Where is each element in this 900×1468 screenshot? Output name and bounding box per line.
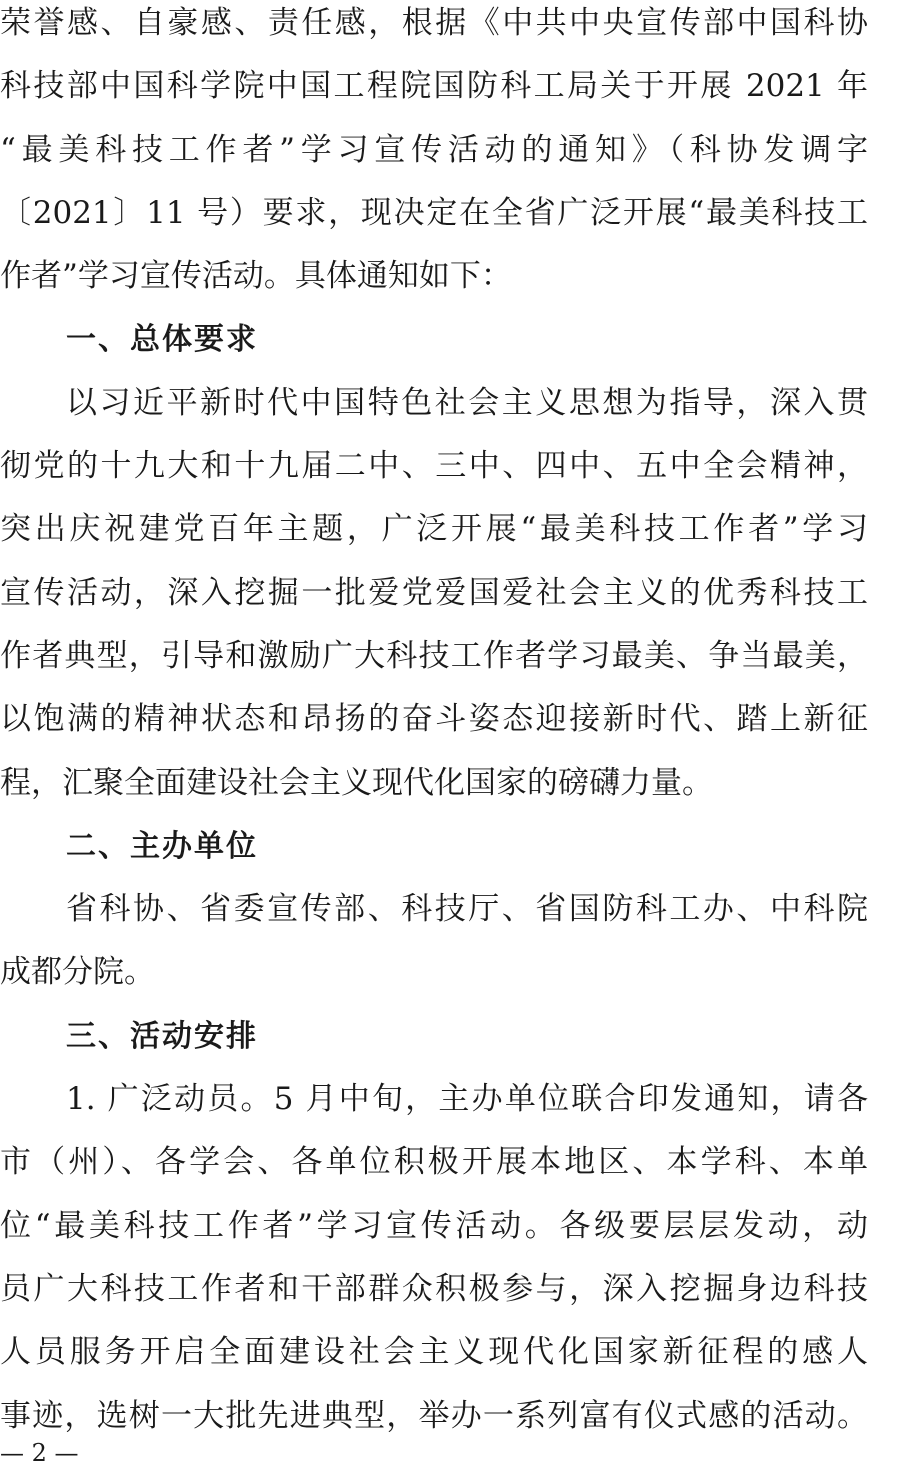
text-line: 科技部中国科学院中国工程院国防科工局关于开展 2021 年 — [0, 68, 868, 105]
text-line: “最美科技工作者”学习宣传活动的通知》（科协发调字 — [0, 131, 868, 168]
text-line: 作者典型，引导和激励广大科技工作者学习最美、争当最美， — [0, 637, 868, 674]
text-line: 程，汇聚全面建设社会主义现代化国家的磅礴力量。 — [0, 764, 713, 801]
page-number: — 2 — — [0, 1439, 79, 1467]
text-line: 位“最美科技工作者”学习宣传活动。各级要层层发动，动 — [0, 1207, 868, 1244]
section-heading: 三、活动安排 — [66, 1018, 258, 1054]
text-line: 荣誉感、自豪感、责任感，根据《中共中央宣传部中国科协 — [0, 5, 868, 41]
text-line: 宣传活动，深入挖掘一批爱党爱国爱社会主义的优秀科技工 — [0, 574, 868, 611]
text-line: 作者”学习宣传活动。具体通知如下： — [0, 258, 512, 295]
text-line: 〔2021〕11 号）要求，现决定在全省广泛开展“最美科技工 — [0, 194, 868, 231]
text-line: 员广大科技工作者和干部群众积极参与，深入挖掘身边科技 — [0, 1270, 868, 1307]
text-line: 成都分院。 — [0, 954, 155, 991]
text-line: 以习近平新时代中国特色社会主义思想为指导，深入贯 — [66, 384, 868, 421]
text-line: 彻党的十九大和十九届二中、三中、四中、五中全会精神， — [0, 448, 868, 485]
text-line: 1. 广泛动员。5 月中旬，主办单位联合印发通知，请各 — [66, 1081, 868, 1118]
text-line: 人员服务开启全面建设社会主义现代化国家新征程的感人 — [0, 1334, 868, 1371]
section-heading: 二、主办单位 — [66, 828, 258, 864]
text-line: 事迹，选树一大批先进典型，举办一系列富有仪式感的活动。 — [0, 1397, 868, 1434]
text-line: 省科协、省委宣传部、科技厅、省国防科工办、中科院 — [66, 891, 868, 928]
section-heading: 一、总体要求 — [66, 322, 258, 358]
text-line: 市（州）、各学会、各单位积极开展本地区、本学科、本单 — [0, 1144, 868, 1181]
text-line: 以饱满的精神状态和昂扬的奋斗姿态迎接新时代、踏上新征 — [0, 701, 868, 738]
text-line: 突出庆祝建党百年主题，广泛开展“最美科技工作者”学习 — [0, 511, 868, 548]
